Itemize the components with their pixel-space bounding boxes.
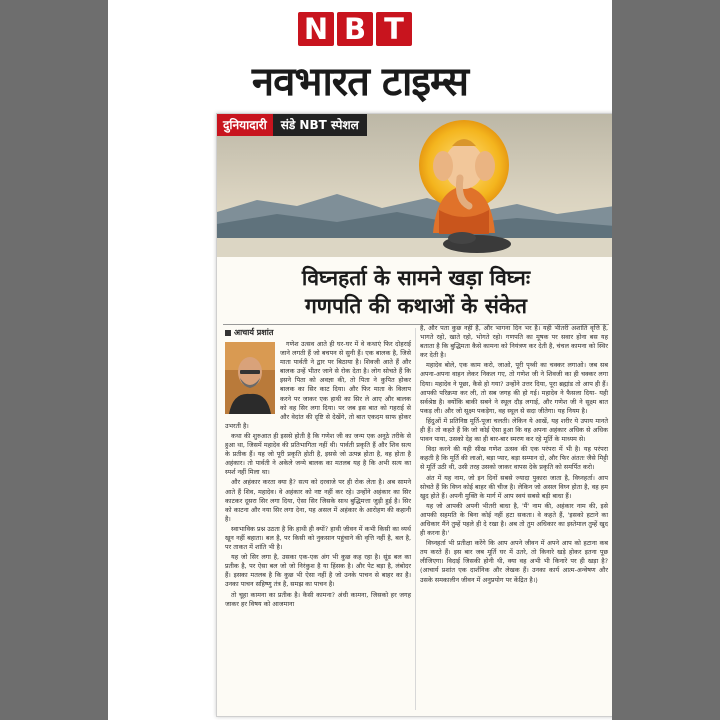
logo-letter-b: B: [337, 12, 373, 46]
logo-letter-n: N: [298, 12, 334, 46]
article-column-left: [225, 340, 411, 610]
article-column-right: [420, 324, 608, 586]
section-tag: दुनियादारी: [217, 114, 273, 136]
byline-bullet-icon: [225, 330, 231, 336]
author-name: आचार्य प्रशांत: [234, 328, 274, 337]
author-photo: [225, 342, 275, 414]
logo-letter-t: T: [376, 12, 412, 46]
special-tag: संडे NBT स्पेशल: [273, 114, 367, 136]
nbt-logo: [298, 12, 412, 46]
left-paragraph-6: तो चूहा कामना का प्रतीक है। कैसी कामना? अंधी कामना, जिसको हर जगह जाकर हर विषय को आजमाना: [225, 590, 411, 608]
headline-line-1: विघ्नहर्ता के सामने खड़ा विघ्नः: [301, 266, 531, 290]
right-paragraph-2: महादेव बोले, एक काम करो, जाओ, पूरी पृथ्वी का चक्कर लगाओ। जब सब अपना-अपना वाहन लेकर निकल गए, तो गणेश जी ने शिवजी का ही चक्कर लगा दिया। महादेव ने पूछा, कैसे हो गया? उन्होंने उत्तर दिया, पूरा ब्रह्मांड तो आप ही हैं। आपकी परिक्रमा कर ली, तो सब जगह की हो गई। महादेव ने फैसला दिया- यही सर्वश्रेष्ठ है। क्योंकि बाकी सबने ने स्थूल दौड़ लगाई, और गणेश जी ने सूक्ष्म बात पकड़ ली। और जो सूक्ष्म पकड़ेगा, वह स्थूल से सदा जीतेगा। यह नियम है।: [420, 361, 608, 415]
headline-line-2: गणपति की कथाओं के संकेत: [304, 294, 528, 318]
right-paragraph-1: है, और पता कुछ नहीं है, और भागना दिन भर है। यही भीतरी अशांति वृत्ति है, भागते रहो, खाते रहो, भोगते रहो। गणपति का मूषक पर सवार होना बस यह बताता है कि बुद्धिमता कैसे कामना को नियंत्रण कर देती है, चंचल कामना को स्थिर कर देती है।: [420, 324, 608, 360]
byline: [225, 327, 273, 338]
left-paragraph-1: गणेश उत्सव आते ही घर-घर में वे कथाएं फिर दोहराई जाने लगती हैं जो बचपन से सुनी हैं। एक बालक है, जिसे माता पार्वती ने द्वार पर बिठाया है। शिवजी आते हैं और बालक उन्हें भीतर जाने से रोक देता है। लोग सोचते हैं कि इसने पिता को अवज्ञा की, तो पिता ने कुपित होकर बालक का सिर काट दिया। और फिर माता के विलाप करने पर जाकर एक हाथी का सिर ले आए और बालक को वह सिर लगा दिया। पर जब इस बात को गहराई से और वेदांत की दृष्टि से देखेंगे, तो बात एकदम साफ होकर उभरती है।: [225, 340, 411, 430]
newspaper-page: [108, 0, 612, 720]
article-headline: [217, 264, 612, 320]
right-paragraph-3: हिंदुओं में प्रतिनिष्ठ मूर्ति-पूजा चलती। लेकिन ये आखें, यह शरीर ये उपाय मानते ही हैं। तो कहते हैं कि जो कोई ऐसा हुआ कि वह अपना अहंकार अधिक से अधिक पावन पाया, उसको देह का ही बार-बार स्मरण कर रहे मूर्ति के माध्यम से।: [420, 416, 608, 444]
paper-name: नवभारत टाइम्स: [251, 59, 469, 105]
column-divider: [415, 328, 416, 710]
right-paragraph-4: विदा करने की यही सीख गणेश उत्सव की एक परंपरा में भी है। यह परंपरा कहती है कि मूर्ति की लाओ, बड़ा प्यार, बड़ा सम्मान दो, और फिर अंततः जैसे मिट्टी से मूर्ति उठी थी, उसी तरह उसको जाकर वापस देके प्रकृति को समर्पित करो।: [420, 445, 608, 472]
right-paragraph-7: विघ्नहर्ता भी प्रतीक्षा करेंगे कि आप अपने जीवन में अपने आप को हटाना कब तय करते हैं। इस बार जब मूर्ति घर में उतरे, तो किनारे खड़े होकर इतना पूछ लीजिएगा। विदाई जिसकी होनी थी, क्या वह अभी भी किनारे पर ही खड़ा है? (आचार्य प्रशांत एक दार्शनिक और लेखक हैं। उनका कार्य आत्म-अन्वेषण और उसके समकालीन जीवन में अनुप्रयोग पर केंद्रित है।): [420, 539, 608, 584]
left-paragraph-4: स्वाभाविक प्रश्न उठता है कि हाथी ही क्यों? हाथी जीवन में कभी किसी का व्यर्थ खून नहीं बहाता। बल है, पर किसी को नुकसान पहुंचाने की वृत्ति नहीं है, बल है, पर ताकत में शांति भी है।: [225, 524, 411, 552]
article-clipping: [216, 113, 612, 717]
right-paragraph-5: अंत में यह नाम, जो इन दिनों सबसे ज्यादा पुकारा जाता है, विघ्नहर्ता। आप सोचते हैं कि विघ्न कोई बाहर की चीज है। लेकिन जो असल विघ्न होता है, वह हम खुद होते हैं। अपनी मुक्ति के मार्ग में आप स्वयं सबसे बड़ी बाधा हैं।: [420, 473, 608, 500]
left-paragraph-5: यह जो सिर लगा है, उसका एक-एक अंग भी कुछ कह रहा है। सूंड बल का प्रतीक है, पर ऐसा बल जो जो निरंकुश है या हिंसक है। और पेट बड़ा है, लंबोदर हैं। इसका मतलब है कि कुछ भी ऐसा नहीं है जो उनके पाचन से बाहर का है। उनका पाचन सहिष्णु तंत्र है, समझ का पाचन है।: [225, 553, 411, 589]
left-paragraph-3: और अहंकार करता क्या है? सत्य को दरवाजे पर ही रोक लेता है। अब सामने आते हैं शिव, महादेव। वे अहंकार को नष्ट नहीं कर रहे। उन्होंने अहंकार का सिर काटकर दूसरा सिर लगा दिया, ऐसा सिर जिसके साथ बुद्धिमत्ता जुड़ी हुई है। सिर को काटना और नया सिर लगा देना, यह असल में अहंकार के आरोहण की कहानी है।: [225, 478, 411, 523]
right-paragraph-6: यह जो आपकी अपनी भीतरी बाधा है, 'मैं' नाम की, अहंकार नाम की, इसे आपकी सहमति के बिना कोई नहीं हटा सकता। वे कहते हैं, 'इसको हटाने का अधिकार मैंने तुम्हें पहले ही दे रखा है। अब तो तुम अधिकार का इस्तेमाल तुम्हें खुद ही करना है।': [420, 501, 608, 538]
section-tag-bar: [217, 114, 367, 136]
left-paragraph-2: कथा की शुरुआत ही इससे होती है कि गणेश जी का जन्म एक अनूठे तरीके से हुआ था, जिसमें महादेव की प्रतिभागिता नहीं थी। पार्वती प्रकृति हैं और शिव सत्य के प्रतीक हैं। यह जो पूरी प्रकृति होती है, इससे जो उत्पन्न होता है, वह होता है अहंकार। तो पार्वती ने अकेले जन्मे बालक का मतलब यह है कि अभी सत्य का स्पर्श नहीं मिला था।: [225, 431, 411, 477]
